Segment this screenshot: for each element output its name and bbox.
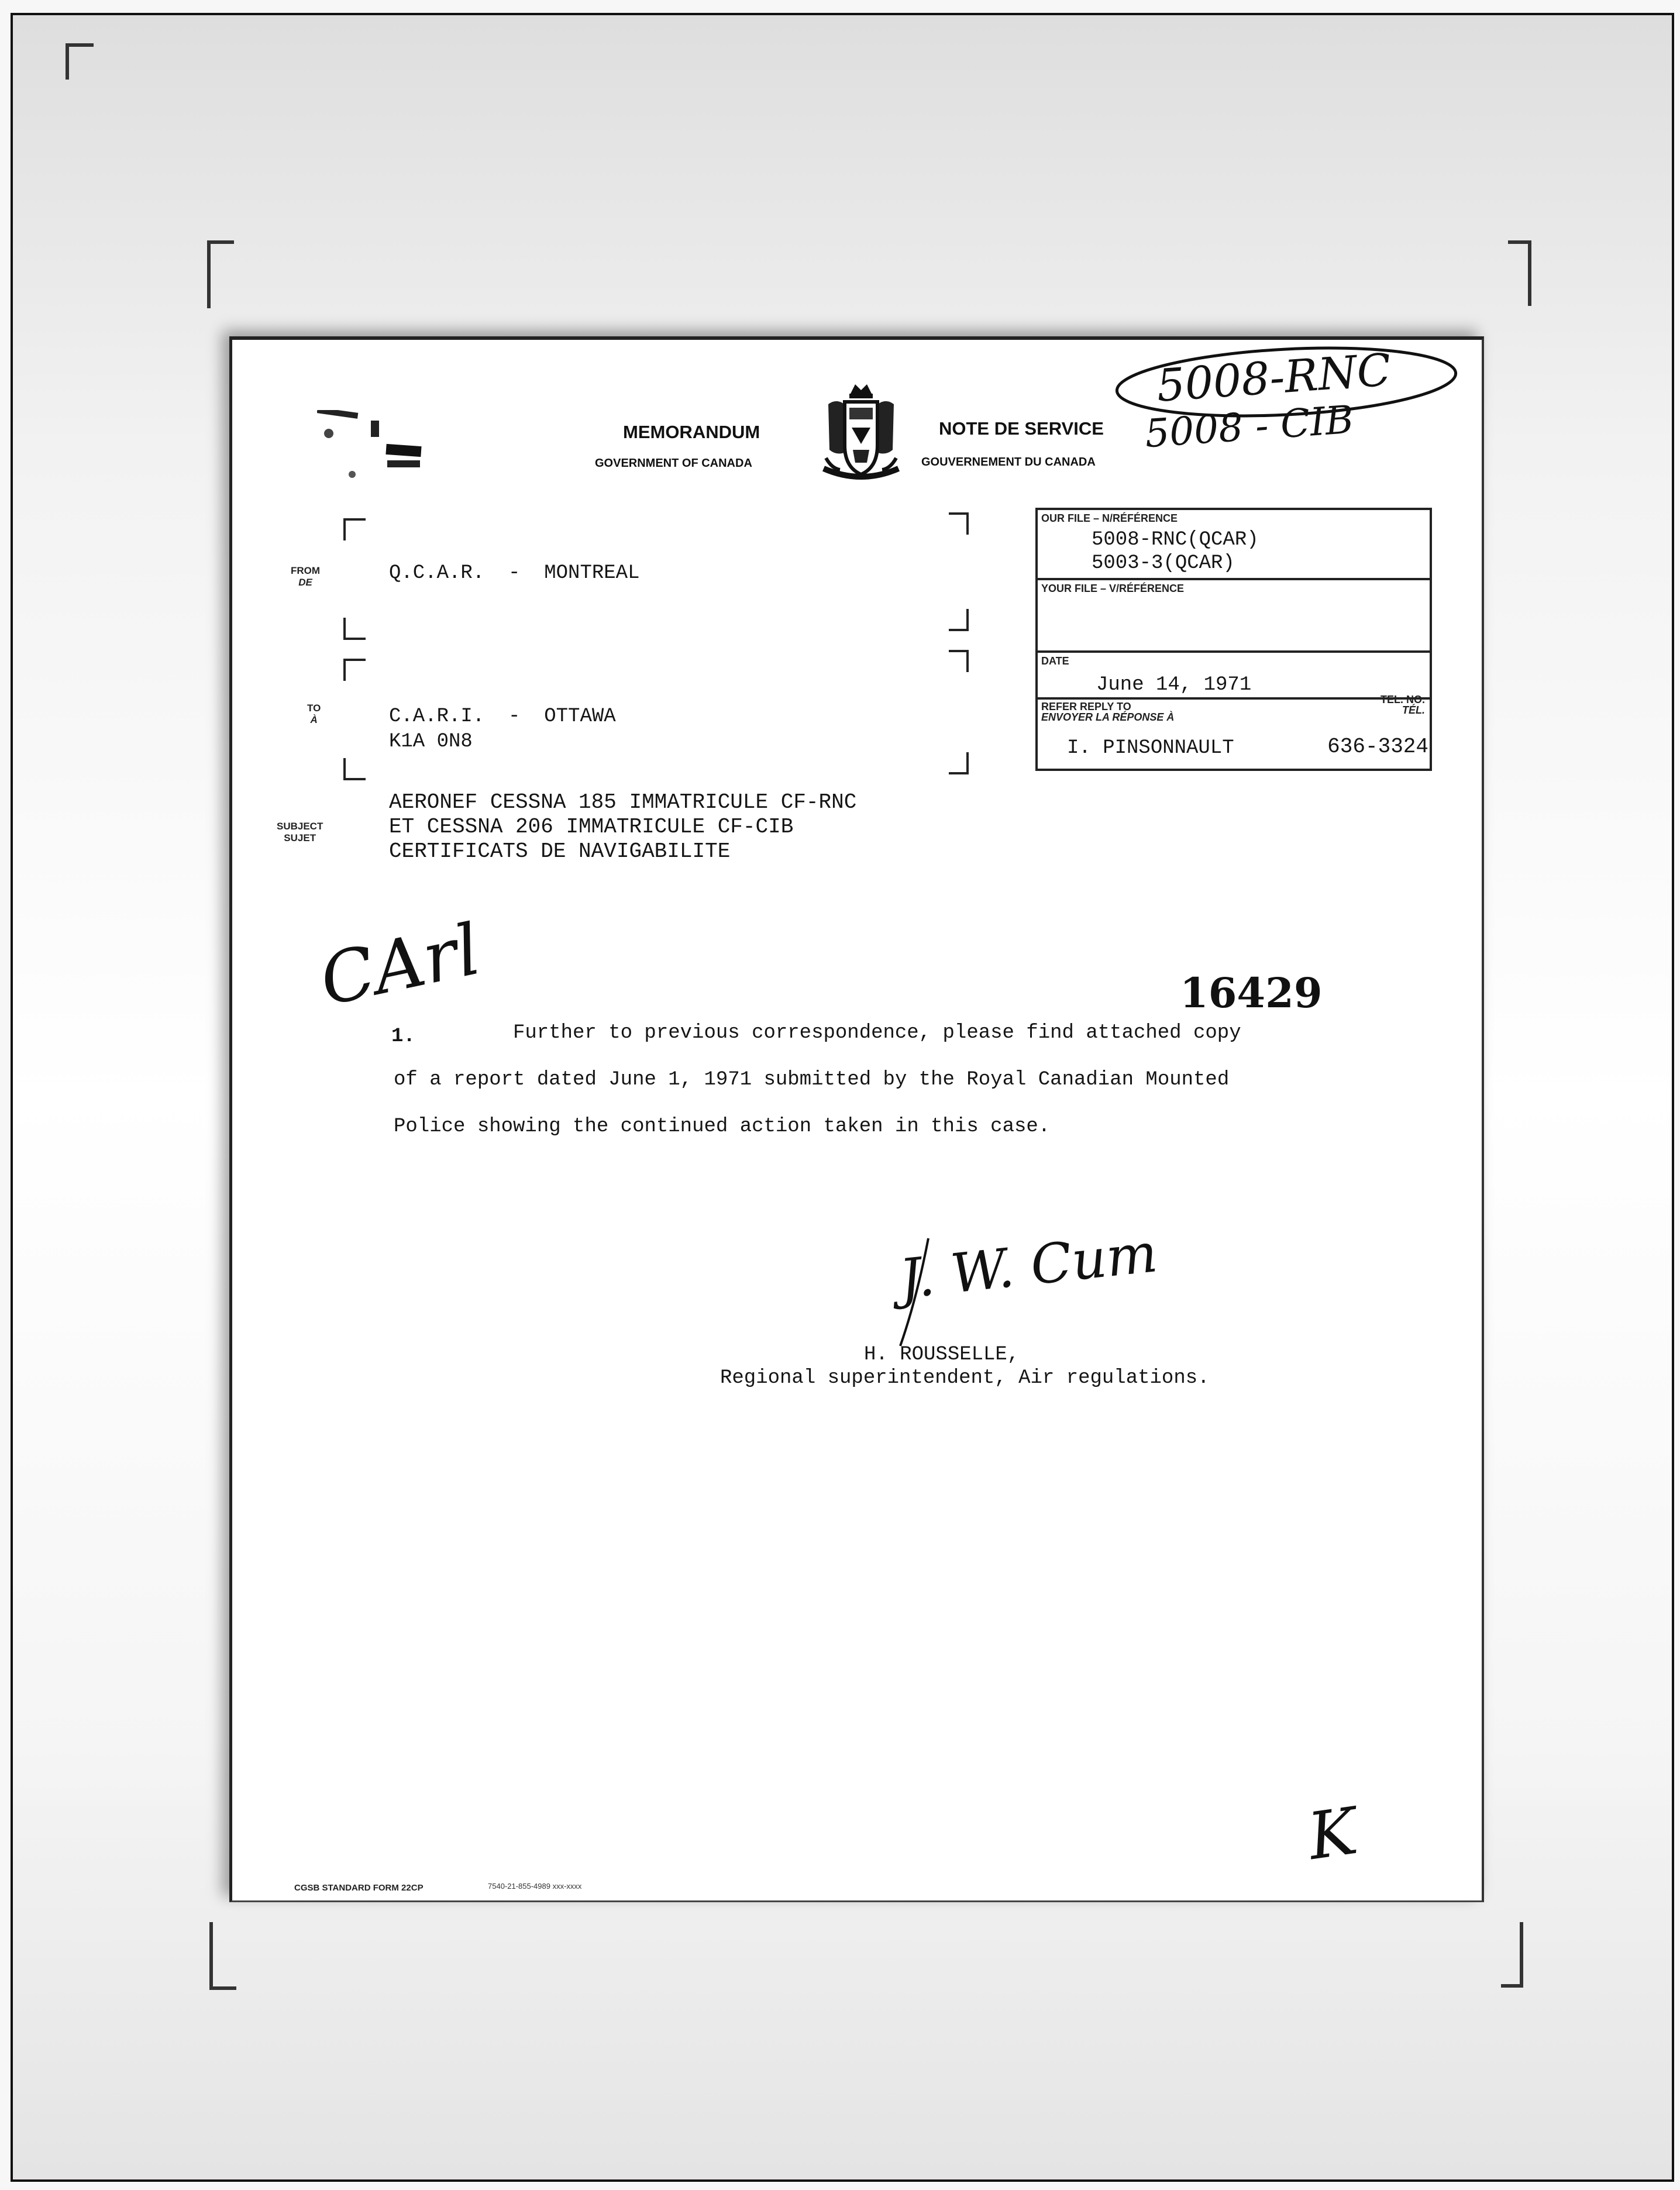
tel-label-2: TÉL. bbox=[1402, 704, 1425, 716]
our-file-value-1: 5008-RNC(QCAR) bbox=[1092, 529, 1259, 551]
from-bracket-br bbox=[949, 609, 969, 631]
date-label: DATE bbox=[1041, 655, 1069, 667]
subject-line-1: AERONEF CESSNA 185 IMMATRICULE CF-RNC bbox=[389, 790, 857, 814]
subject-label-en: SUBJECT bbox=[277, 821, 323, 832]
refer-reply-label-1: REFER REPLY TO bbox=[1041, 701, 1131, 712]
subject-line-2: ET CESSNA 206 IMMATRICULE CF-CIB bbox=[389, 815, 794, 839]
signature-stroke bbox=[893, 1235, 940, 1352]
to-label-fr: À bbox=[310, 714, 318, 725]
to-bracket-bl bbox=[343, 758, 366, 780]
memorandum-title: MEMORANDUM bbox=[623, 422, 760, 442]
from-label-en: FROM bbox=[291, 565, 321, 576]
handwritten-file-circled: 5008-RNC bbox=[1155, 343, 1393, 412]
subject-line-3: CERTIFICATS DE NAVIGABILITE bbox=[389, 839, 731, 863]
crop-mark-lower-right bbox=[1501, 1922, 1523, 1988]
your-file-row bbox=[1038, 578, 1430, 580]
date-value: June 14, 1971 bbox=[1096, 674, 1252, 696]
ink-smudge-marks bbox=[317, 410, 428, 486]
tel-value: 636-3324 bbox=[1327, 735, 1428, 759]
refer-reply-label-2: ENVOYER LA RÉPONSE À bbox=[1041, 711, 1175, 723]
crop-mark-top-left bbox=[66, 43, 94, 80]
handwritten-corner-mark: K bbox=[1303, 1793, 1362, 1875]
refer-reply-row bbox=[1038, 697, 1430, 700]
to-line-1: C.A.R.I. - OTTAWA bbox=[389, 705, 616, 728]
your-file-label: YOUR FILE – V/RÉFÉRENCE bbox=[1041, 583, 1185, 594]
from-bracket-tl bbox=[343, 518, 366, 540]
stock-number: 7540-21-855-4989 xxx-xxxx bbox=[488, 1882, 582, 1891]
reference-box bbox=[1035, 508, 1432, 771]
our-file-label: OUR FILE – N/RÉFÉRENCE bbox=[1041, 512, 1178, 524]
to-line-2: K1A 0N8 bbox=[389, 731, 473, 753]
subject-label bbox=[277, 821, 323, 844]
from-label-fr: DE bbox=[298, 577, 312, 588]
signer-name: H. ROUSSELLE, bbox=[864, 1344, 1020, 1366]
to-label-en: TO bbox=[307, 703, 321, 714]
form-number: CGSB STANDARD FORM 22CP bbox=[294, 1883, 424, 1893]
to-bracket-tl bbox=[343, 659, 366, 681]
canada-coat-of-arms-icon bbox=[814, 381, 908, 483]
note-de-service-title: NOTE DE SERVICE bbox=[939, 418, 1104, 439]
paragraph-number: 1. bbox=[391, 1025, 415, 1048]
signer-title: Regional superintendent, Air regulations. bbox=[720, 1367, 1210, 1389]
refer-reply-value: I. PINSONNAULT bbox=[1067, 737, 1234, 759]
handwritten-initials: CArl bbox=[313, 909, 487, 1022]
body-line-1: Further to previous correspondence, please find attached copy bbox=[513, 1022, 1241, 1044]
our-file-value-2: 5003-3(QCAR) bbox=[1092, 552, 1235, 574]
from-bracket-tr bbox=[949, 512, 969, 535]
handwritten-file-second: 5008 - CIB bbox=[1143, 397, 1355, 457]
from-bracket-bl bbox=[343, 618, 366, 640]
crop-mark-upper-right bbox=[1508, 240, 1531, 306]
government-fr: GOUVERNEMENT DU CANADA bbox=[921, 456, 1096, 469]
memorandum-sheet bbox=[229, 336, 1484, 1902]
date-row bbox=[1038, 650, 1430, 653]
body-line-3: Police showing the continued action taken in this case. bbox=[394, 1115, 1051, 1138]
from-value: Q.C.A.R. - MONTREAL bbox=[389, 562, 640, 584]
to-bracket-tr bbox=[949, 650, 969, 672]
tel-label-1: TEL. NO. bbox=[1381, 694, 1425, 705]
crop-mark-lower-left bbox=[209, 1922, 236, 1990]
crop-mark-upper-left bbox=[207, 240, 234, 308]
to-label bbox=[307, 703, 321, 726]
to-bracket-br bbox=[949, 752, 969, 774]
handwritten-signature: J. W. Cum bbox=[896, 1221, 1161, 1311]
subject-label-fr: SUJET bbox=[284, 832, 316, 843]
stamp-number: 16429 bbox=[1180, 969, 1323, 1017]
from-label bbox=[291, 565, 320, 588]
body-line-2: of a report dated June 1, 1971 submitted by the Royal Canadian Mounted bbox=[394, 1069, 1230, 1091]
government-en: GOVERNMENT OF CANADA bbox=[595, 457, 752, 470]
